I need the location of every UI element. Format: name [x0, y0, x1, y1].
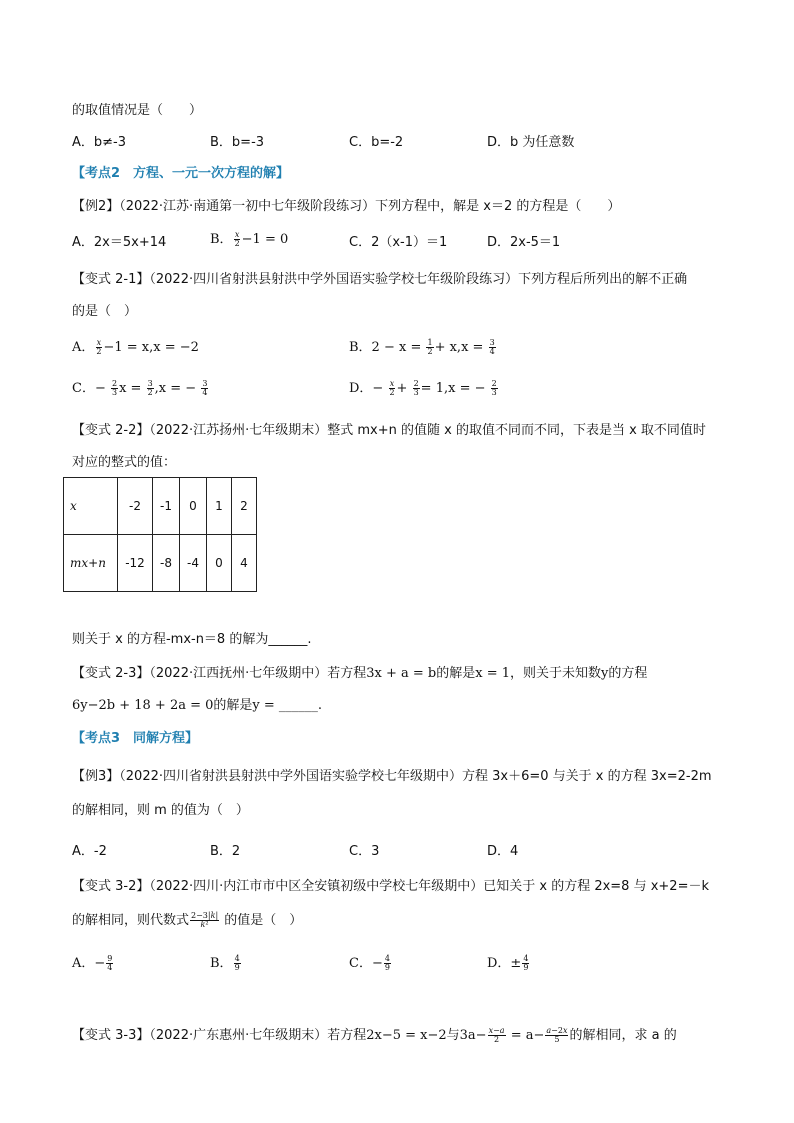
- example-3-question: [72, 769, 712, 785]
- section-heading-3: 【考点3 同解方程】: [72, 731, 199, 746]
- table-cell: -8: [153, 535, 180, 592]
- fraction: $\frac{2}{3}$: [111, 379, 118, 397]
- question-text: 的取值情况是（ ）: [72, 103, 203, 118]
- table-row: [64, 478, 257, 535]
- option-c: C．3: [349, 844, 380, 859]
- option-b: [210, 955, 242, 972]
- option-label: C．−: [72, 381, 110, 396]
- variant-2-1-question: [72, 272, 687, 288]
- question-text-line2: 6y−2b + 18 + 2a = 0的解是y = ______.: [72, 698, 323, 713]
- fraction: $\frac{x}{2}$: [96, 338, 102, 356]
- equation-text: x =: [119, 381, 146, 396]
- option-b: B．b=-3: [210, 135, 265, 150]
- question-tag: 【变式 3-2】: [72, 879, 150, 894]
- variant-3-2-question: [72, 879, 709, 895]
- question-source: （2022·四川省射洪县射洪中学外国语实验学校七年级期中）: [119, 769, 462, 784]
- fraction: $\frac{a-2x}{5}$: [546, 1026, 568, 1044]
- option-label: B．2 − x =: [349, 340, 426, 355]
- question-text-line2: 的解相同，则 m 的值为（ ）: [72, 803, 249, 818]
- variant-2-2-question: [72, 423, 706, 439]
- question-source: （2022·江苏扬州·七年级期末）: [149, 423, 328, 438]
- question-source: （2022·江西抚州·七年级期中）: [149, 666, 328, 681]
- option-c: [72, 380, 209, 397]
- option-d: [487, 955, 530, 972]
- table-cell: -12: [118, 535, 153, 592]
- table-cell: x: [64, 478, 118, 535]
- question-text: 的值是（ ）: [220, 913, 303, 928]
- fraction: $\frac{2}{3}$: [491, 379, 497, 397]
- question-text: = a−: [506, 1028, 545, 1043]
- option-label: A．−: [72, 956, 106, 971]
- table-cell: 0: [180, 478, 207, 535]
- option-label: A．: [72, 340, 95, 355]
- question-tag: 【变式 2-3】: [72, 666, 150, 681]
- equation-text: −1 = 0: [241, 232, 289, 247]
- equation-text: + x,x =: [434, 340, 488, 355]
- question-source: （2022·四川·内江市市中区全安镇初级中学校七年级期中）: [149, 879, 484, 894]
- option-b: B．2: [210, 844, 241, 859]
- option-c: [349, 955, 392, 972]
- equation-text: = 1,x = −: [420, 381, 490, 396]
- variant-3-3-question: [72, 1027, 677, 1044]
- question-tag: 【例2】: [72, 199, 120, 214]
- fraction: $\frac{2-3|k|}{\text{k²}}$: [191, 911, 219, 929]
- question-text: 的解相同，求 a 的: [569, 1028, 677, 1043]
- question-text: 整式 mx+n 的值随 x 的取值不同而不同，下表是当 x 取不同值时: [327, 423, 706, 438]
- question-text-line2: 对应的整式的值：: [72, 455, 177, 470]
- question-source: （2022·四川省射洪县射洪中学外国语实验学校七年级阶段练习）: [149, 272, 519, 287]
- fraction: $\frac{4}{9}$: [384, 954, 390, 972]
- option-d: [349, 380, 499, 397]
- question-text-line2: [72, 912, 302, 929]
- fraction: $\frac{x}{2}$: [234, 230, 240, 248]
- option-d: D．4: [487, 844, 519, 859]
- variant-2-3-question: [72, 666, 647, 682]
- option-d: D．2x-5＝1: [487, 235, 561, 250]
- question-tag: 【变式 3-3】: [72, 1028, 150, 1043]
- equation-text: ,x = −: [154, 381, 201, 396]
- fraction: $\frac{x-a}{2}$: [488, 1026, 505, 1044]
- option-b: [349, 339, 497, 356]
- question-text: 下列方程后所列出的解不正确: [518, 272, 688, 287]
- question-text-line2: 的是（ ）: [72, 304, 138, 319]
- question-text: 下列方程中，解是 x＝2 的方程是（ ）: [375, 199, 621, 214]
- question-text: 若方程3x + a = b的解是x = 1，则关于未知数y的方程: [327, 666, 648, 681]
- option-c: C．2（x-1）＝1: [349, 235, 448, 250]
- option-a: A．-2: [72, 844, 107, 859]
- question-text: 的解相同，则代数式: [72, 913, 190, 928]
- option-c: C．b=-2: [349, 135, 404, 150]
- option-a: A．2x＝5x+14: [72, 235, 167, 250]
- fraction: $\frac{3}{2}$: [147, 379, 153, 397]
- example-2-question: [72, 199, 620, 215]
- table-cell: mx+n: [64, 535, 118, 592]
- table-row: [64, 535, 257, 592]
- table-cell: -2: [118, 478, 153, 535]
- question-tag: 【例3】: [72, 769, 120, 784]
- fraction: $\frac{x}{2}$: [389, 379, 395, 397]
- question-tag: 【变式 2-2】: [72, 423, 150, 438]
- table-cell: 2: [232, 478, 257, 535]
- fraction: $\frac{9}{4}$: [107, 954, 113, 972]
- option-d: D．b 为任意数: [487, 135, 575, 150]
- value-table: [63, 477, 257, 592]
- question-source: （2022·江苏·南通第一初中七年级阶段练习）: [119, 199, 376, 214]
- option-label: D．−: [349, 381, 388, 396]
- fraction: $\frac{4}{9}$: [234, 954, 240, 972]
- option-label: B．: [210, 956, 233, 971]
- question-text: 若方程2x−5 = x−2与3a−: [327, 1028, 487, 1043]
- option-a: [72, 339, 199, 356]
- table-cell: 1: [207, 478, 232, 535]
- option-label: D．±: [487, 956, 522, 971]
- question-text: 已知关于 x 的方程 2x=8 与 x+2=－k: [483, 879, 709, 894]
- question-source: （2022·广东惠州·七年级期末）: [149, 1028, 328, 1043]
- table-cell: -4: [180, 535, 207, 592]
- question-text: 则关于 x 的方程-mx-n＝8 的解为______.: [72, 632, 312, 647]
- table-cell: 0: [207, 535, 232, 592]
- fraction: $\frac{3}{4}$: [202, 379, 208, 397]
- equation-text: −1 = x,x = −2: [103, 340, 199, 355]
- question-tag: 【变式 2-1】: [72, 272, 150, 287]
- option-label: B．: [210, 232, 233, 247]
- fraction: $\frac{2}{3}$: [413, 379, 419, 397]
- equation-text: +: [396, 381, 412, 396]
- fraction: $\frac{4}{9}$: [523, 954, 529, 972]
- section-heading-2: 【考点2 方程、一元一次方程的解】: [72, 166, 290, 181]
- option-label: C．−: [349, 956, 383, 971]
- table-cell: 4: [232, 535, 257, 592]
- fraction: $\frac{1}{2}$: [427, 338, 433, 356]
- option-b: [210, 231, 288, 248]
- fraction: $\frac{3}{4}$: [489, 338, 495, 356]
- option-a: A．b≠-3: [72, 135, 126, 150]
- option-a: [72, 955, 114, 972]
- question-text: 方程 3x＋6=0 与关于 x 的方程 3x=2-2m: [462, 769, 712, 784]
- table-cell: -1: [153, 478, 180, 535]
